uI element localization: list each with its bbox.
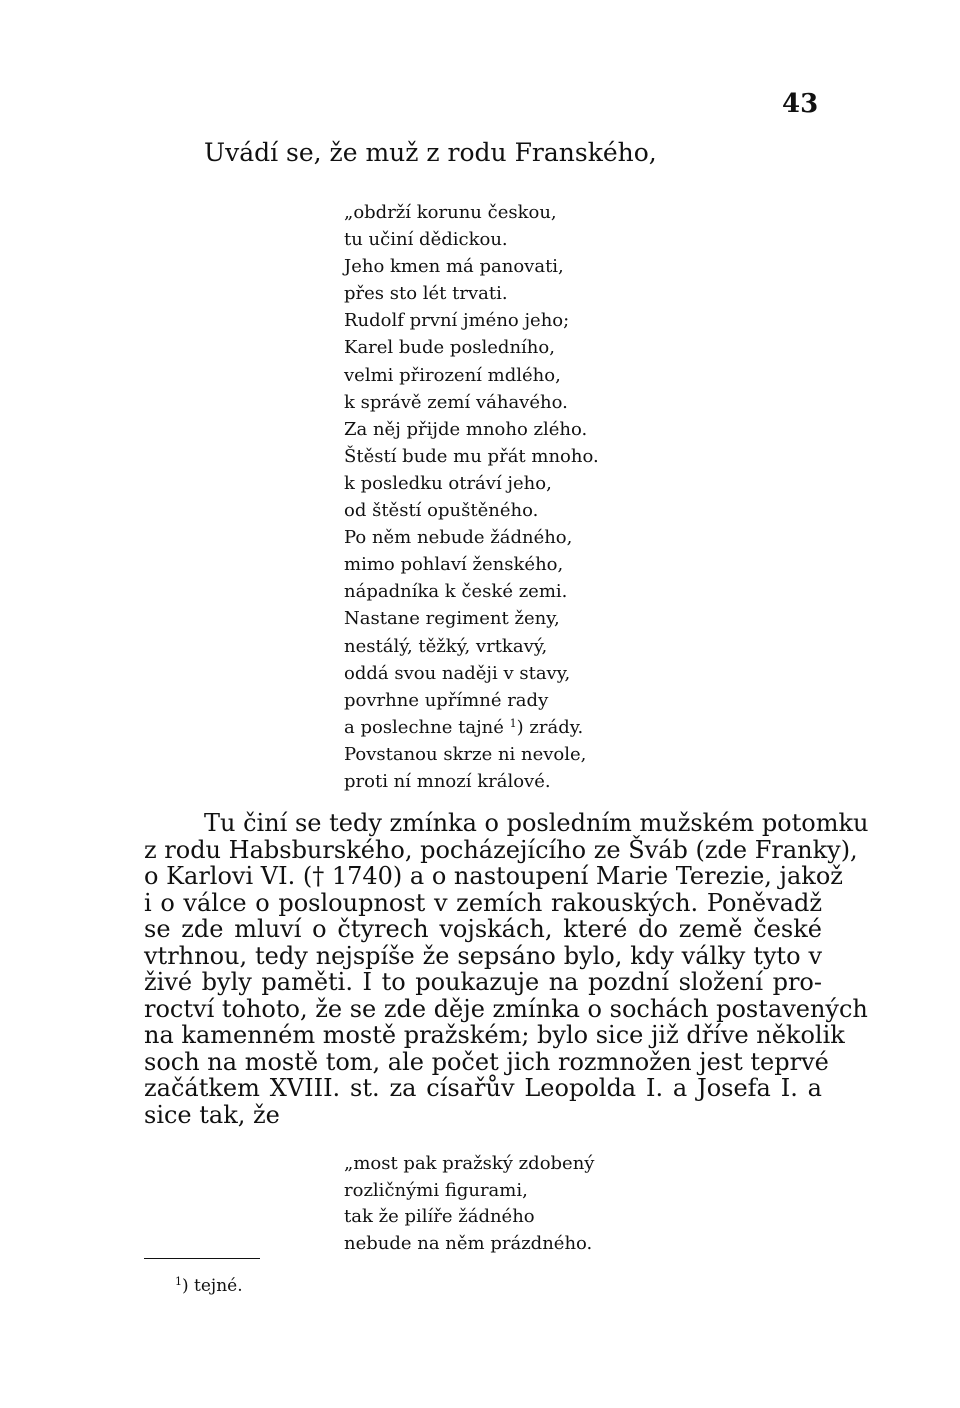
verse-line: „obdrží korunu českou, xyxy=(344,202,557,223)
paragraph-line: na kamenném mostě pražském; bylo sice již dříve několik xyxy=(144,1021,845,1049)
footnote-reference: 1 xyxy=(509,716,517,730)
verse-line: proti ní mnozí králové. xyxy=(344,770,551,792)
verse-line: nápadníka k české zemi. xyxy=(344,581,568,603)
page-number: 43 xyxy=(782,89,819,119)
verse-line: rozličnými figurami, xyxy=(344,1179,528,1201)
footnote-divider xyxy=(144,1258,260,1259)
verse-line: Nastane regiment ženy, xyxy=(344,608,560,630)
verse-line: k správě zemí váhavého. xyxy=(344,391,568,413)
commentary-paragraph xyxy=(144,809,869,1129)
intro-line: Uvádí se, že muž z rodu Franského, xyxy=(204,138,657,167)
footnote-text: ) tejné. xyxy=(182,1276,243,1296)
paragraph-line: soch na mostě tom, ale počet jich rozmnožen jest teprvé xyxy=(144,1047,829,1076)
footnote xyxy=(175,1274,243,1298)
verse-line: Jeho kmen má panovati, xyxy=(344,256,564,278)
paragraph-line: vtrhnou, tedy nejspíše že sepsáno bylo, kdy války tyto v xyxy=(144,941,822,970)
bridge-verse xyxy=(344,1151,594,1257)
verse-line: velmi přirození mdlého, xyxy=(344,364,561,386)
paragraph-line: začátkem XVIII. st. za císařův Leopolda I. a Josefa I. a xyxy=(144,1074,822,1102)
verse-line: nebude na něm prázdného. xyxy=(344,1232,593,1254)
verse-line: Karel bude posledního, xyxy=(344,337,555,359)
verse-line: povrhne upřímné rady xyxy=(344,689,549,711)
verse-line: Povstanou skrze ni nevole, xyxy=(344,743,587,765)
paragraph-line: se zde mluví o čtyrech vojskách, které do země české xyxy=(144,915,822,943)
verse-line: Rudolf první jméno jeho; xyxy=(344,310,570,332)
paragraph-line: Tu činí se tedy zmínka o posledním mužském potomku xyxy=(204,809,869,837)
verse-line: Štěstí bude mu přát mnoho. xyxy=(344,445,599,467)
verse-line: mimo pohlaví ženského, xyxy=(344,554,564,576)
verse-text: a poslechne tajné xyxy=(344,716,504,738)
verse-line: Po něm nebude žádného, xyxy=(344,527,573,549)
verse-line: tak že pilíře žádného xyxy=(344,1206,535,1227)
paragraph-line: i o válce o posloupnost v zemích rakouských. Poněvadž xyxy=(144,888,822,917)
paragraph-line: živé byly paměti. I to poukazuje na pozdní složení pro- xyxy=(144,968,822,996)
verse-line: Za něj přijde mnoho zlého. xyxy=(344,418,588,440)
prophecy-verse xyxy=(344,199,599,795)
footnote-marker: 1 xyxy=(175,1275,182,1288)
paragraph-line: z rodu Habsburského, pocházejícího ze Šváb (zde Franky), xyxy=(144,835,858,864)
verse-text: ) zrády. xyxy=(516,716,584,738)
verse-line: přes sto lét trvati. xyxy=(344,283,508,305)
verse-line: k posledku otráví jeho, xyxy=(344,472,552,494)
paragraph-line: roctví tohoto, že se zde děje zmínka o sochách postavených xyxy=(144,994,868,1023)
paragraph-line: sice tak, že xyxy=(144,1100,280,1129)
verse-line: nestálý, těžký, vrtkavý, xyxy=(344,635,548,657)
verse-line: tu učiní dědickou. xyxy=(344,229,508,251)
paragraph-line: o Karlovi VI. († 1740) a o nastoupení Marie Terezie, jakož xyxy=(144,862,843,890)
verse-line-with-footnote xyxy=(344,714,599,741)
verse-line: „most pak pražský zdobený xyxy=(344,1153,595,1174)
verse-line: od štěstí opuštěného. xyxy=(344,500,539,522)
verse-line: oddá svou naději v stavy, xyxy=(344,662,571,684)
